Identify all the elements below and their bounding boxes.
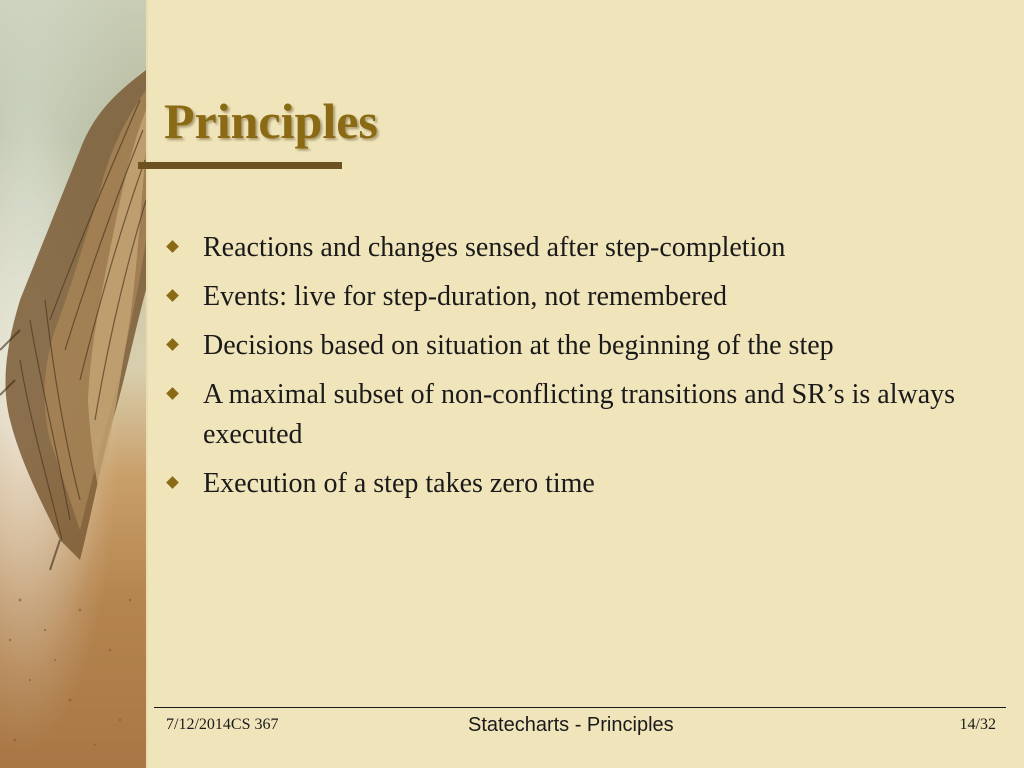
footer-divider	[154, 707, 1006, 708]
bullet-text: Reactions and changes sensed after step-completion	[203, 232, 786, 263]
bullet-text: Events: live for step-duration, not remembered	[203, 281, 728, 312]
list-item	[164, 228, 1004, 268]
slide-title: Principles	[164, 93, 378, 149]
bullet-list	[164, 228, 1004, 513]
footer-title: Statecharts - Principles	[468, 714, 674, 736]
diamond-icon	[166, 338, 179, 351]
page-number: 14/32	[959, 716, 996, 733]
diamond-icon	[166, 476, 179, 489]
title-underline	[138, 162, 342, 169]
diamond-icon	[166, 240, 179, 253]
list-item	[164, 277, 1004, 317]
side-divider	[146, 0, 148, 768]
list-item	[164, 464, 1004, 504]
driftwood-side-image	[0, 0, 146, 768]
bullet-text: Decisions based on situation at the beginning of the step	[203, 330, 834, 361]
list-item	[164, 375, 1004, 455]
bullet-text: A maximal subset of non-conflicting transitions and SR’s is always executed	[203, 379, 956, 450]
list-item	[164, 326, 1004, 366]
bullet-text: Execution of a step takes zero time	[203, 468, 595, 499]
diamond-icon	[166, 289, 179, 302]
footer-date-course: 7/12/2014CS 367	[166, 716, 279, 733]
diamond-icon	[166, 387, 179, 400]
